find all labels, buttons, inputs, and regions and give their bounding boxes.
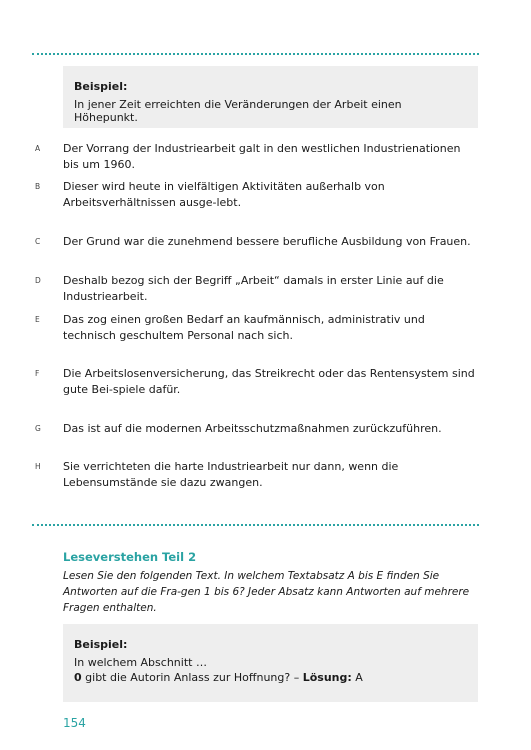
- example-line: In welchem Abschnitt …: [74, 656, 207, 669]
- example-box: [63, 624, 478, 702]
- list-item: [35, 366, 479, 398]
- example-text: In jener Zeit erreichten die Veränderungen der Arbeit einen Höhepunkt.: [74, 98, 402, 124]
- item-text: Sie verrichteten die harte Industriearbeit nur dann, wenn die Lebensumstände sie dazu zwangen.: [63, 460, 399, 489]
- list-item: [35, 234, 479, 250]
- item-letter: C: [35, 237, 41, 246]
- section-instructions: Lesen Sie den folgenden Text. In welchem Textabsatz A bis E finden Sie Antworten auf die Fra-gen 1 bis 6? Jeder Absatz kann Antworten auf mehrere Fragen enthalten.: [63, 570, 470, 614]
- section-title: Leseverstehen Teil 2: [63, 550, 197, 564]
- solution-label: Lösung:: [302, 671, 352, 684]
- question-number: 0: [74, 671, 82, 684]
- list-item: [35, 459, 479, 491]
- question-text: gibt die Autorin Anlass zur Hoffnung? –: [81, 671, 303, 684]
- item-text: Der Vorrang der Industriearbeit galt in den westlichen Industrienationen bis um 1960.: [63, 142, 461, 171]
- item-letter: G: [35, 424, 41, 433]
- example-box: [63, 66, 478, 128]
- example-title: Beispiel:: [74, 638, 128, 651]
- item-text: Dieser wird heute in vielfältigen Aktivitäten außerhalb von Arbeitsverhältnissen ausge-lebt.: [63, 180, 385, 209]
- solution-value: A: [351, 671, 363, 684]
- example-question-line: [74, 671, 467, 684]
- middle-divider: [32, 524, 479, 526]
- list-item: [35, 421, 479, 437]
- item-text: Deshalb bezog sich der Begriff „Arbeit“ damals in erster Linie auf die Industriearbeit.: [63, 274, 444, 303]
- list-item: [35, 141, 479, 173]
- top-divider: [32, 53, 479, 55]
- page-number: 154: [63, 716, 86, 730]
- item-letter: D: [35, 276, 41, 285]
- item-letter: H: [35, 462, 41, 471]
- item-text: Das ist auf die modernen Arbeitsschutzmaßnahmen zurückzuführen.: [63, 422, 442, 435]
- item-letter: A: [35, 144, 41, 153]
- item-letter: E: [35, 315, 40, 324]
- list-item: [35, 273, 479, 305]
- item-text: Das zog einen großen Bedarf an kaufmännisch, administrativ und technisch geschultem Personal nach sich.: [63, 313, 425, 342]
- item-letter: F: [35, 369, 40, 378]
- example-title: Beispiel:: [74, 80, 128, 93]
- list-item: [35, 179, 479, 211]
- item-text: Die Arbeitslosenversicherung, das Streikrecht oder das Rentensystem sind gute Bei-spiele dafür.: [63, 367, 475, 396]
- item-letter: B: [35, 182, 41, 191]
- list-item: [35, 312, 479, 344]
- item-text: Der Grund war die zunehmend bessere berufliche Ausbildung von Frauen.: [63, 235, 471, 248]
